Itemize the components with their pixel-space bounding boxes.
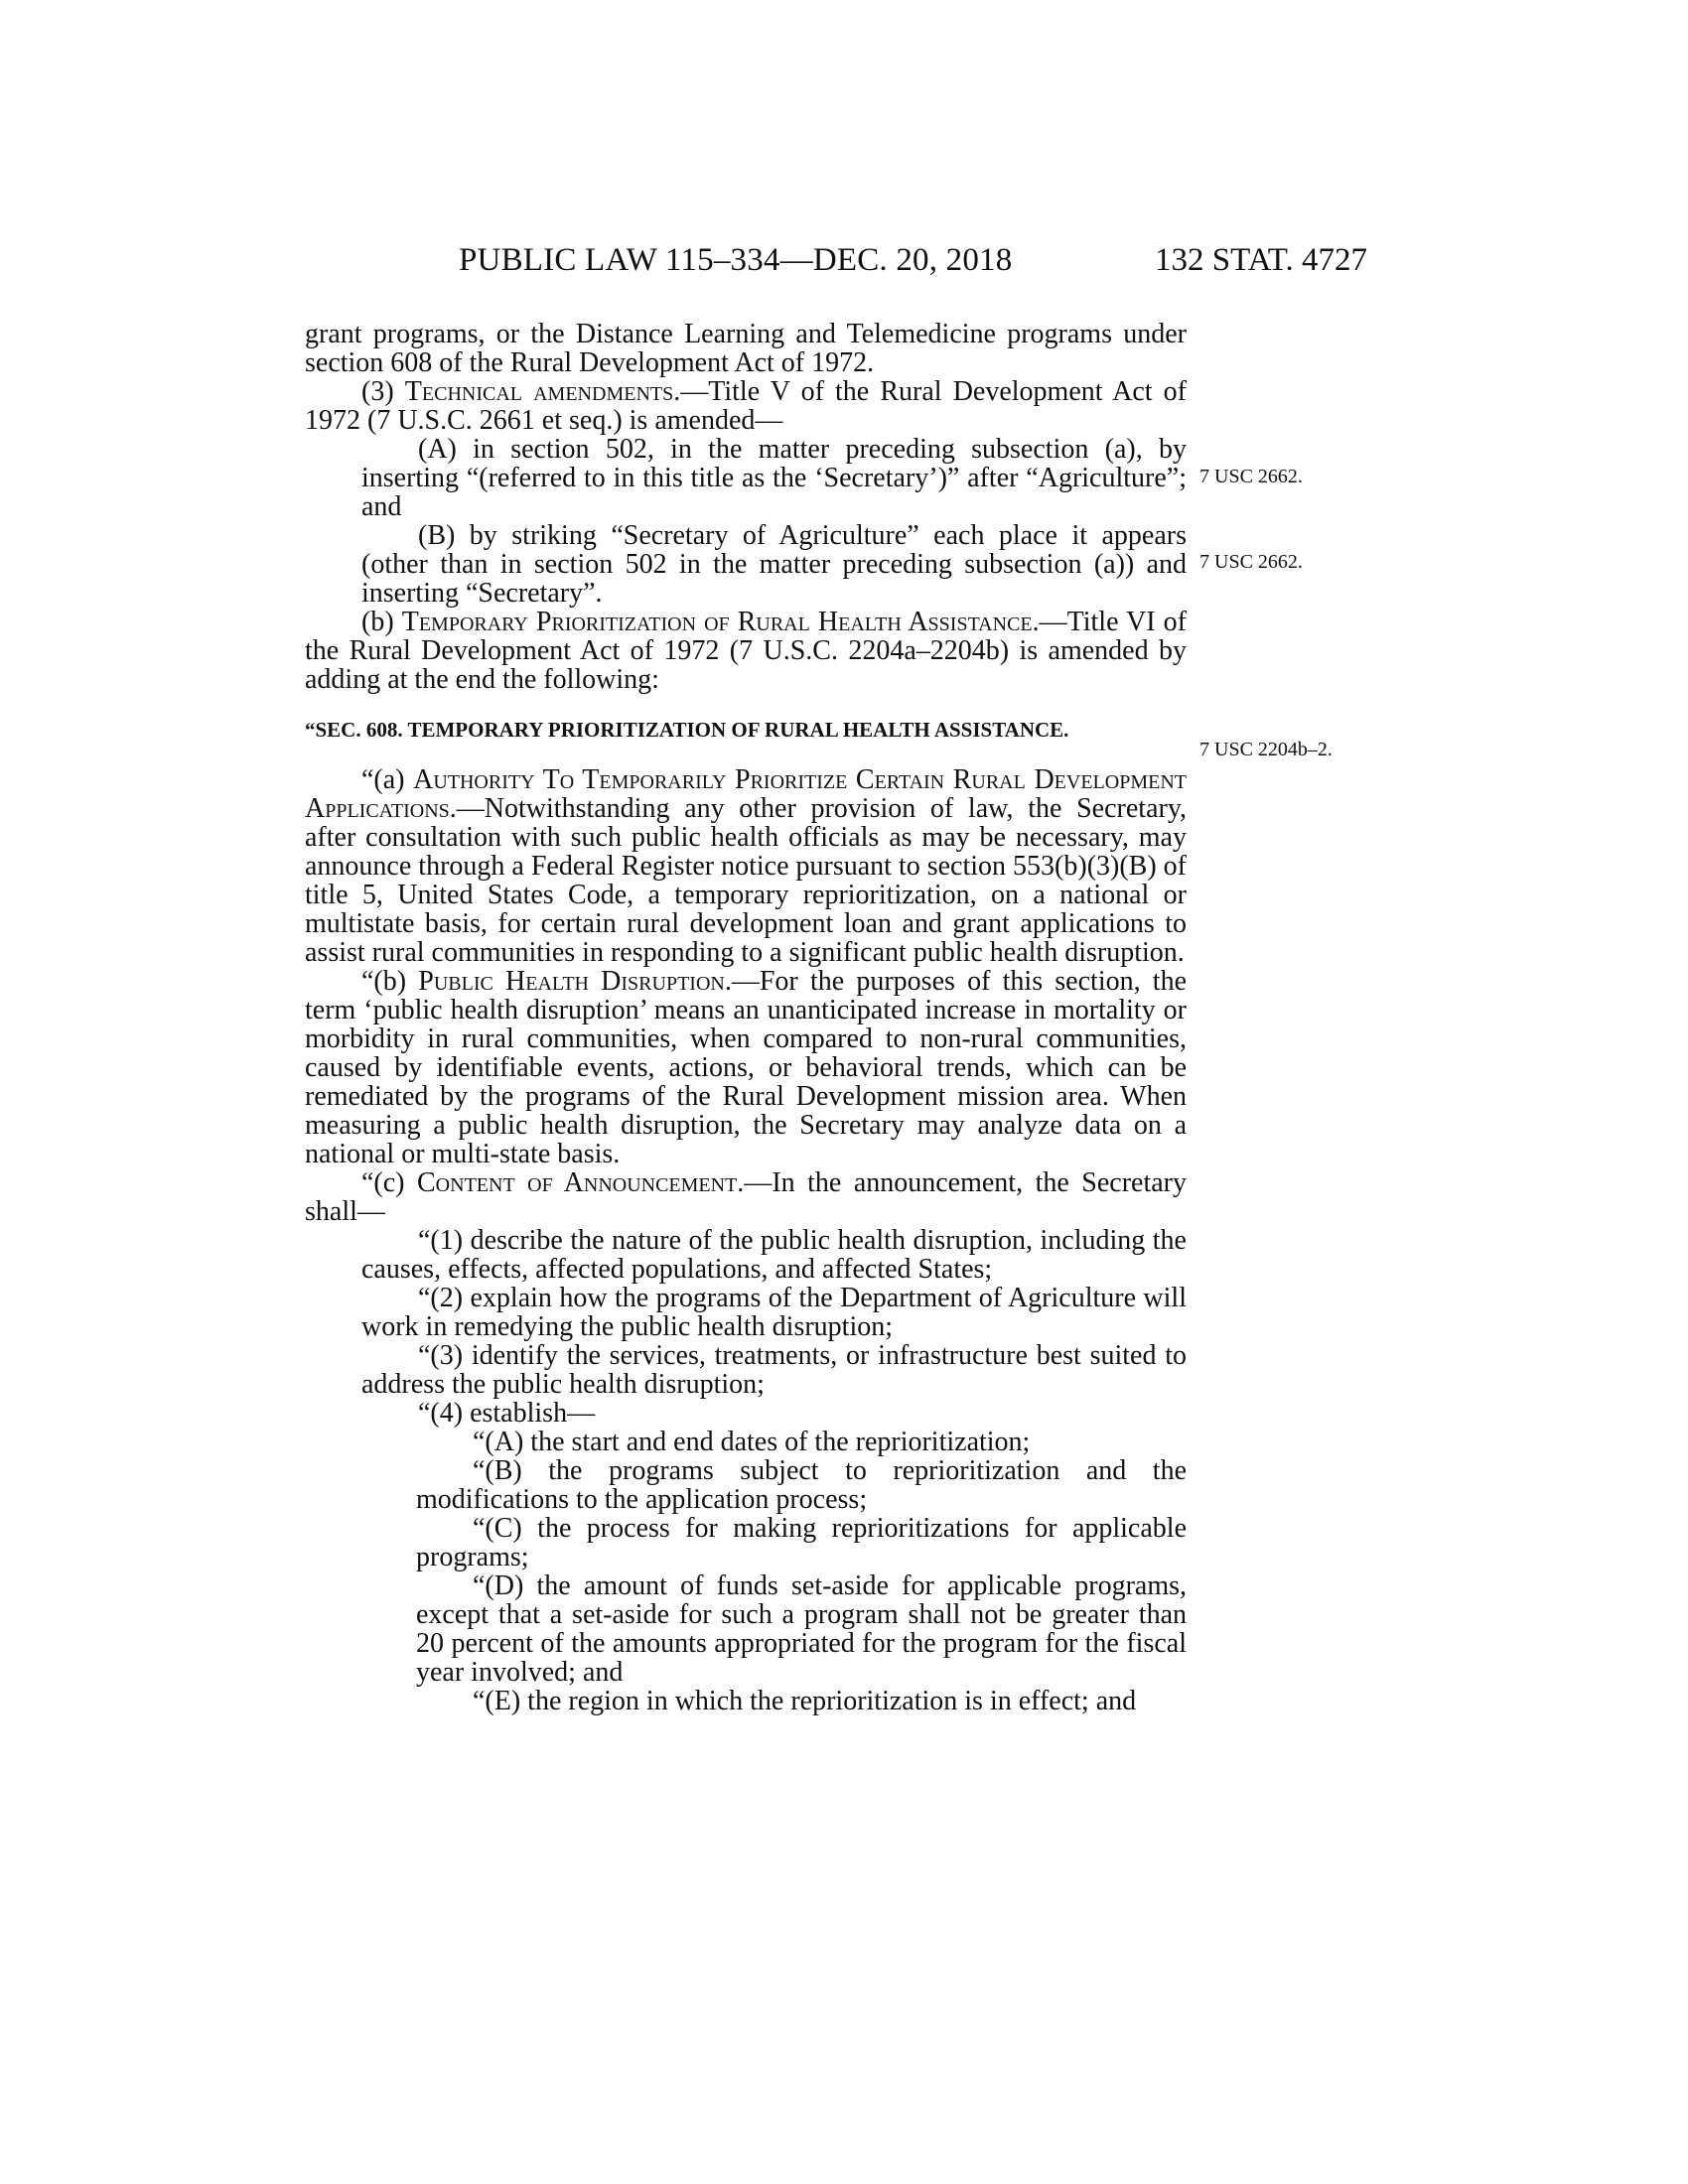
margin-note-usc-2662-b: 7 USC 2662.	[1199, 551, 1303, 573]
margin-note-usc-2662-a: 7 USC 2662.	[1199, 466, 1303, 487]
paragraph-technical-amendments: (3) Technical amendments.—Title V of the Rural Development Act of 1972 (7 U.S.C. 2661 et seq.) is amended—	[305, 376, 1187, 436]
heading-authority: Authority To Temporarily Prioritize Certain Rural Development Applications.	[305, 764, 1187, 824]
list-item-1: “(1) describe the nature of the public health disruption, including the causes, effects, affected populations, and affected States;	[361, 1225, 1187, 1285]
heading-temporary-prioritization: Temporary Prioritization of Rural Health Assistance.	[401, 607, 1040, 637]
heading-public-health-disruption: Public Health Disruption.	[418, 966, 732, 997]
header-public-law: PUBLIC LAW 115–334—DEC. 20, 2018	[459, 242, 1013, 278]
list-item-4e: “(E) the region in which the reprioritization is in effect; and	[473, 1686, 1137, 1716]
header-stat-page: 132 STAT. 4727	[1155, 242, 1368, 278]
paragraph-temporary-prioritization: (b) Temporary Prioritization of Rural Health Assistance.—Title VI of the Rural Development Act of 1972 (7 U.S.C. 2204a–2204b) is amended by adding at the end the following:	[305, 607, 1187, 695]
list-item-4c: “(C) the process for making reprioritizations for applicable programs;	[416, 1513, 1187, 1572]
document-body	[305, 320, 1187, 1715]
list-item-4a: “(A) the start and end dates of the reprioritization;	[473, 1427, 1031, 1457]
list-item-3: “(3) identify the services, treatments, or infrastructure best suited to address the public health disruption;	[361, 1340, 1187, 1400]
paragraph-subpara-b: (B) by striking “Secretary of Agriculture” each place it appears (other than in section 502 in the matter preceding subsection (a)) and inserting “Secretary”.	[361, 520, 1187, 609]
margin-note-usc-2204b-2: 7 USC 2204b–2.	[1199, 739, 1333, 760]
section-heading-608: “SEC. 608. TEMPORARY PRIORITIZATION OF RURAL HEALTH ASSISTANCE.	[305, 718, 1069, 742]
list-item-2: “(2) explain how the programs of the Department of Agriculture will work in remedying the public health disruption;	[361, 1283, 1187, 1342]
list-item-4: “(4) establish—	[418, 1398, 596, 1429]
paragraph-subpara-a: (A) in section 502, in the matter preceding subsection (a), by inserting “(referred to in this title as the ‘Secretary’)” after “Agriculture”; and	[361, 434, 1187, 522]
paragraph-content-of-announcement: “(c) Content of Announcement.—In the announcement, the Secretary shall—	[305, 1167, 1187, 1227]
paragraph-authority: “(a) Authority To Temporarily Prioritize Certain Rural Development Applications.—Notwithstanding any other provision of law, the Secretary, after consultation with such public health officials as may be necessary, may announce through a Federal Register notice pursuant to section 553(b)(3)(B) of title 5, United States Code, a temporary reprioritization, on a national or multistate basis, for certain rural development loan and grant applications to assist rural communities in responding to a significant public health disruption.	[305, 764, 1187, 968]
paragraph-public-health-disruption: “(b) Public Health Disruption.—For the purposes of this section, the term ‘public health disruption’ means an unanticipated increase in mortality or morbidity in rural communities, when compared to non-rural communities, caused by identifiable events, actions, or behavioral trends, which can be remediated by the programs of the Rural Development mission area. When measuring a public health disruption, the Secretary may analyze data on a national or multi-state basis.	[305, 966, 1188, 1169]
list-item-4b: “(B) the programs subject to reprioritization and the modifications to the application process;	[416, 1455, 1187, 1515]
heading-content-of-announcement: Content of Announcement.	[417, 1167, 745, 1198]
list-item-4d: “(D) the amount of funds set-aside for applicable programs, except that a set-aside for such a program shall not be greater than 20 percent of the amounts appropriated for the program for the fiscal year involved; and	[416, 1570, 1187, 1688]
paragraph-continuation: grant programs, or the Distance Learning and Telemedicine programs under section 608 of the Rural Development Act of 1972.	[305, 319, 1187, 378]
heading-technical-amendments: Technical amendments.	[404, 376, 681, 407]
